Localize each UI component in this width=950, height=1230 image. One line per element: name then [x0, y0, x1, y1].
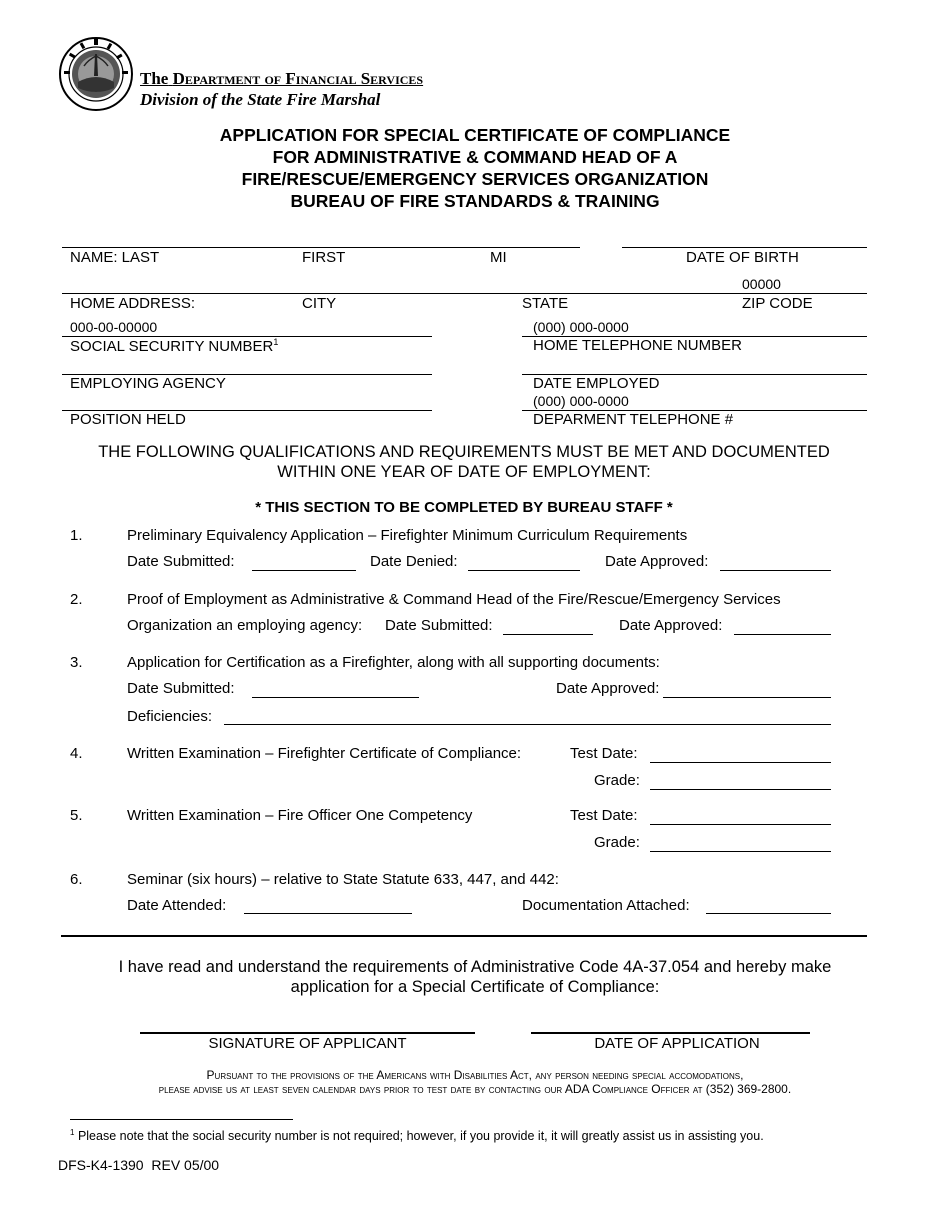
item-4-text: Written Examination – Firefighter Certificate of Compliance:: [127, 745, 522, 762]
declaration-line-1: I have read and understand the requirements of Administrative Code 4A-37.054 and hereby make: [118, 958, 832, 976]
employing-agency-label: EMPLOYING AGENCY: [70, 375, 226, 392]
department-rest: Department of Financial Services: [172, 69, 424, 88]
form-id: DFS-K4-1390 REV 05/00: [58, 1157, 220, 1173]
ssn-value: 000-00-00000: [70, 319, 158, 335]
item-5-text: Written Examination – Fire Officer One Competency: [127, 807, 473, 824]
title-line-3: FIRE/RESCUE/EMERGENCY SERVICES ORGANIZATION: [241, 169, 709, 189]
home-phone-label: HOME TELEPHONE NUMBER: [533, 337, 742, 354]
footnote-separator: [70, 1119, 293, 1120]
title-line-4: BUREAU OF FIRE STANDARDS & TRAINING: [290, 191, 660, 211]
ada-notice-line-2: please advise us at least seven calendar days prior to test date by contacting our ADA Compliance Officer at (352) 369-2800.: [158, 1082, 792, 1096]
item-1-text: Preliminary Equivalency Application – Firefighter Minimum Curriculum Requirements: [127, 527, 688, 544]
item-2-date-submitted-line[interactable]: [503, 634, 593, 635]
requirements-intro-2: WITHIN ONE YEAR OF DATE OF EMPLOYMENT:: [277, 463, 651, 481]
footnote-text: Please note that the social security number is not required; however, if you provide it, it will greatly assist us in assisting you.: [77, 1129, 764, 1144]
staff-note: * THIS SECTION TO BE COMPLETED BY BUREAU STAFF *: [255, 499, 673, 516]
item-6-text: Seminar (six hours) – relative to State Statute 633, 447, and 442:: [127, 871, 559, 888]
item-3-date-submitted-label: Date Submitted:: [127, 680, 235, 697]
state-seal: [58, 36, 134, 112]
name-line[interactable]: [62, 247, 580, 248]
item-3-date-approved-line[interactable]: [663, 697, 831, 698]
date-employed-label: DATE EMPLOYED: [533, 375, 660, 392]
name-first-label: FIRST: [302, 249, 346, 266]
item-4-test-date-label: Test Date:: [570, 745, 638, 762]
item-2-date-approved-label: Date Approved:: [619, 617, 723, 634]
home-address-label: HOME ADDRESS:: [70, 295, 196, 312]
signature-line[interactable]: [140, 1032, 475, 1034]
item-5-number: 5.: [70, 807, 83, 824]
item-5-grade-label: Grade:: [594, 834, 640, 851]
item-4-grade-line[interactable]: [650, 789, 831, 790]
dept-phone-label: DEPARMENT TELEPHONE #: [533, 411, 734, 428]
signature-label: SIGNATURE OF APPLICANT: [208, 1035, 407, 1052]
item-3-deficiencies-line[interactable]: [224, 724, 831, 725]
declaration-line-2: application for a Special Certificate of Compliance:: [290, 978, 660, 996]
ada-notice-line-1: Pursuant to the provisions of the Americans with Disabilities Act, any person needing special accomodations,: [206, 1068, 744, 1082]
item-1-date-denied-line[interactable]: [468, 570, 580, 571]
zip-value: 00000: [742, 276, 781, 292]
city-label: CITY: [302, 295, 337, 312]
item-2-date-submitted-label: Date Submitted:: [385, 617, 493, 634]
item-1-date-denied-label: Date Denied:: [370, 553, 458, 570]
item-1-number: 1.: [70, 527, 83, 544]
department-the: The: [140, 69, 169, 88]
item-2-number: 2.: [70, 591, 83, 608]
dept-phone-value: (000) 000-0000: [533, 393, 629, 409]
ssn-label-text: SOCIAL SECURITY NUMBER: [70, 338, 274, 355]
item-1-date-approved-line[interactable]: [720, 570, 831, 571]
item-1-date-submitted-label: Date Submitted:: [127, 553, 235, 570]
name-mi-label: MI: [490, 249, 507, 266]
title-line-2: FOR ADMINISTRATIVE & COMMAND HEAD OF A: [272, 147, 678, 167]
item-5-grade-line[interactable]: [650, 851, 831, 852]
dob-label: DATE OF BIRTH: [686, 249, 799, 266]
state-label: STATE: [522, 295, 569, 312]
item-2-text-continued: Organization an employing agency:: [127, 617, 363, 634]
item-3-deficiencies-label: Deficiencies:: [127, 708, 213, 725]
item-1-date-submitted-line[interactable]: [252, 570, 356, 571]
item-3-date-approved-label: Date Approved:: [556, 680, 660, 697]
item-4-grade-label: Grade:: [594, 772, 640, 789]
ssn-footnote-mark: 1: [273, 337, 279, 347]
item-4-test-date-line[interactable]: [650, 762, 831, 763]
item-6-number: 6.: [70, 871, 83, 888]
item-6-date-attended-line[interactable]: [244, 913, 412, 914]
title-line-1: APPLICATION FOR SPECIAL CERTIFICATE OF COMPLIANCE: [219, 125, 731, 145]
item-3-number: 3.: [70, 654, 83, 671]
item-6-date-attended-label: Date Attended:: [127, 897, 227, 914]
address-line[interactable]: [62, 293, 867, 294]
date-of-application-label: DATE OF APPLICATION: [594, 1035, 760, 1052]
item-5-test-date-label: Test Date:: [570, 807, 638, 824]
item-6-documentation-label: Documentation Attached:: [522, 897, 690, 914]
ssn-label: [70, 337, 278, 355]
item-2-date-approved-line[interactable]: [734, 634, 831, 635]
date-of-application-line[interactable]: [531, 1032, 810, 1034]
requirements-intro-1: THE FOLLOWING QUALIFICATIONS AND REQUIREMENTS MUST BE MET AND DOCUMENTED: [98, 443, 830, 461]
item-2-text: Proof of Employment as Administrative & Command Head of the Fire/Rescue/Emergency Services: [127, 591, 781, 608]
footnote: [70, 1128, 764, 1143]
section-divider: [61, 935, 867, 937]
item-6-documentation-line[interactable]: [706, 913, 831, 914]
footnote-mark: 1: [70, 1128, 75, 1137]
item-3-text: Application for Certification as a Firefighter, along with all supporting documents:: [127, 654, 660, 671]
name-last-label: NAME: LAST: [70, 249, 160, 266]
zip-label: ZIP CODE: [742, 295, 813, 312]
home-phone-value: (000) 000-0000: [533, 319, 629, 335]
item-5-test-date-line[interactable]: [650, 824, 831, 825]
dob-line[interactable]: [622, 247, 867, 248]
division-name: Division of the State Fire Marshal: [140, 90, 381, 109]
item-3-date-submitted-line[interactable]: [252, 697, 419, 698]
department-name: [140, 69, 423, 89]
item-1-date-approved-label: Date Approved:: [605, 553, 709, 570]
position-label: POSITION HELD: [70, 411, 186, 428]
item-4-number: 4.: [70, 745, 83, 762]
